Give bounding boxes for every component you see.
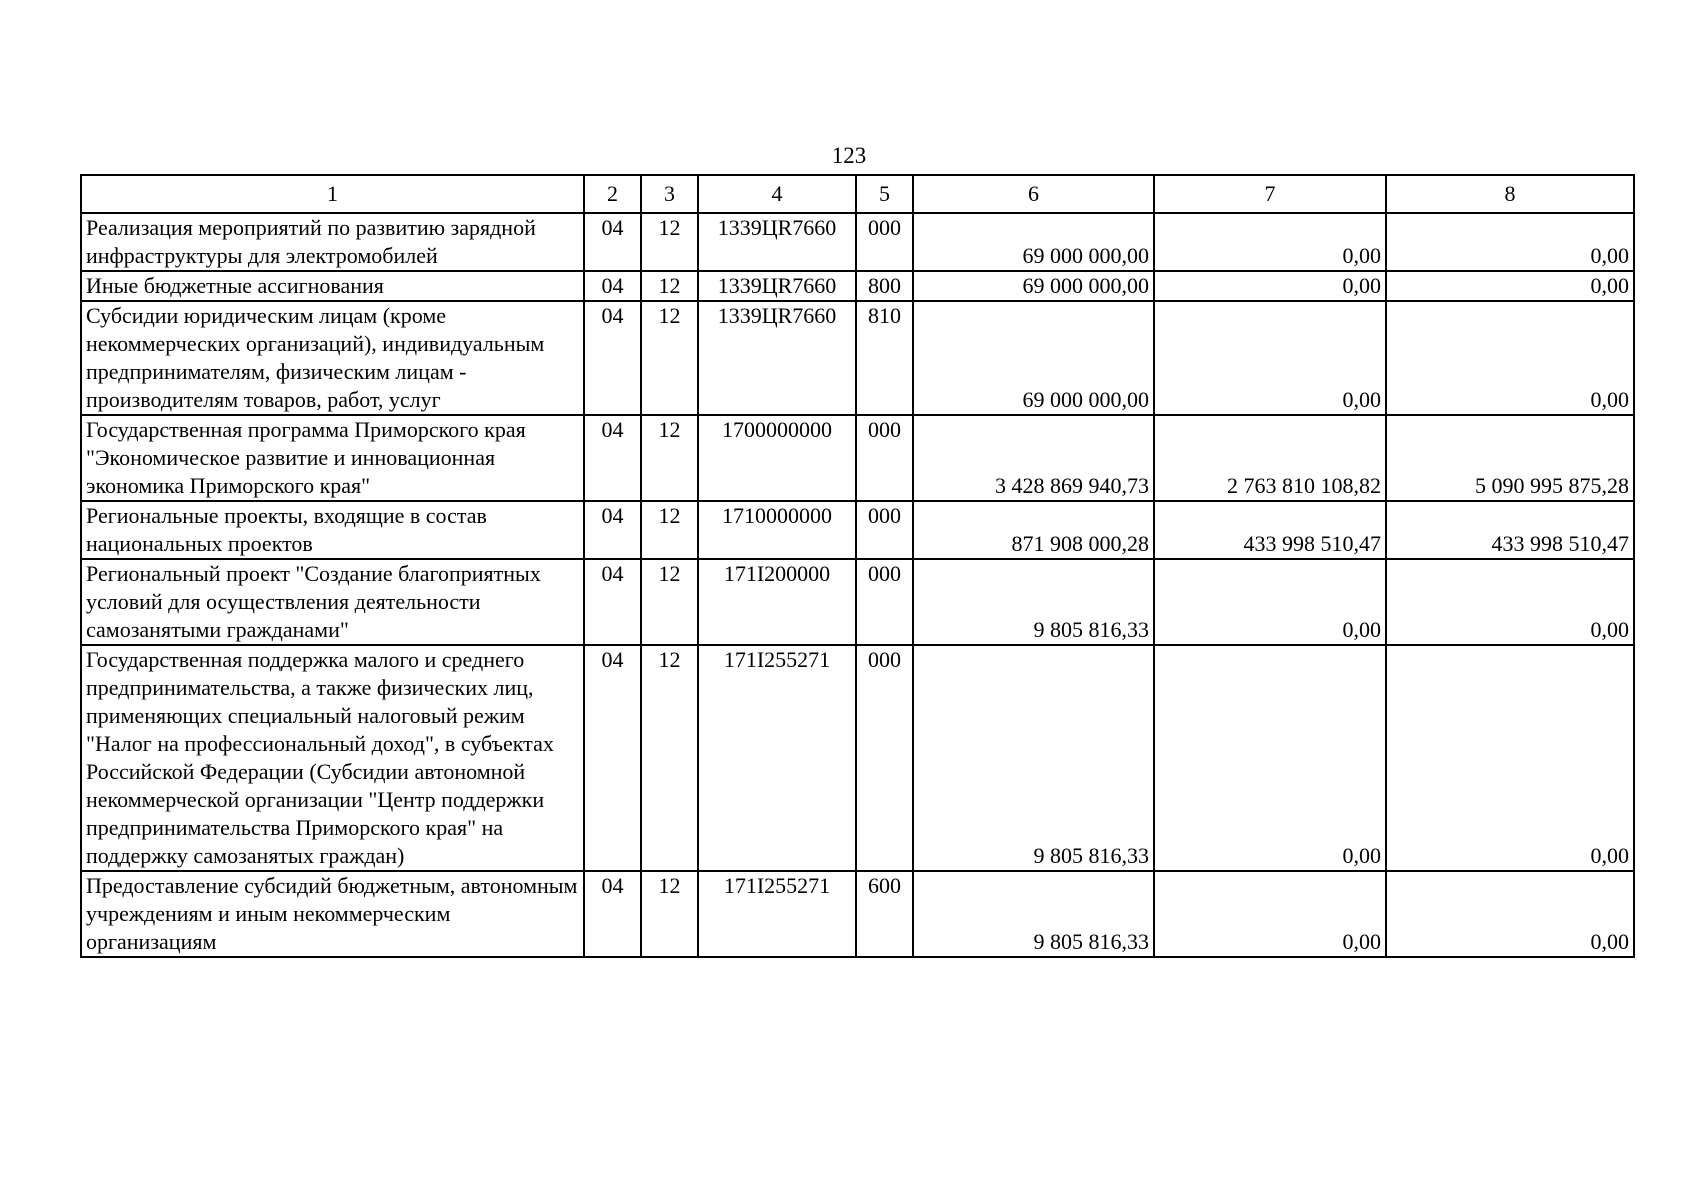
section-code: 04 bbox=[584, 559, 641, 645]
row-name: Предоставление субсидий бюджетным, автономным учреждениям и иным некоммерческим организациям bbox=[81, 871, 584, 957]
amount-col6: 9 805 816,33 bbox=[913, 559, 1154, 645]
column-header-1: 1 bbox=[81, 175, 584, 213]
column-header-6: 6 bbox=[913, 175, 1154, 213]
amount-col7: 0,00 bbox=[1154, 645, 1386, 871]
table-row bbox=[81, 415, 1634, 501]
amount-col7: 0,00 bbox=[1154, 559, 1386, 645]
table-row bbox=[81, 213, 1634, 271]
amount-col6: 69 000 000,00 bbox=[913, 213, 1154, 271]
section-code: 04 bbox=[584, 871, 641, 957]
amount-col8: 0,00 bbox=[1386, 645, 1634, 871]
column-header-2: 2 bbox=[584, 175, 641, 213]
amount-col7: 433 998 510,47 bbox=[1154, 501, 1386, 559]
expense-type-code: 600 bbox=[856, 871, 913, 957]
row-name: Государственная поддержка малого и среднего предпринимательства, а также физических лиц, применяющих специальный налоговый режим "Налог на профессиональный доход", в субъектах Российской Федерации (Субсидии автономной некоммерческой организации "Центр поддержки предпринимательства Приморского края" на поддержку самозанятых граждан) bbox=[81, 645, 584, 871]
amount-col8: 0,00 bbox=[1386, 271, 1634, 301]
amount-col8: 0,00 bbox=[1386, 871, 1634, 957]
expense-type-code: 000 bbox=[856, 213, 913, 271]
amount-col6: 69 000 000,00 bbox=[913, 301, 1154, 415]
expense-type-code: 810 bbox=[856, 301, 913, 415]
table-row bbox=[81, 871, 1634, 957]
column-header-3: 3 bbox=[641, 175, 698, 213]
row-name: Субсидии юридическим лицам (кроме некоммерческих организаций), индивидуальным предпринимателям, физическим лицам - производителям товаров, работ, услуг bbox=[81, 301, 584, 415]
section-code: 04 bbox=[584, 415, 641, 501]
section-code: 04 bbox=[584, 213, 641, 271]
section-code: 04 bbox=[584, 271, 641, 301]
page-number: 123 bbox=[831, 143, 867, 168]
amount-col7: 0,00 bbox=[1154, 301, 1386, 415]
row-name: Государственная программа Приморского края "Экономическое развитие и инновационная экономика Приморского края" bbox=[81, 415, 584, 501]
target-article-code: 1710000000 bbox=[698, 501, 856, 559]
row-name: Региональный проект "Создание благоприятных условий для осуществления деятельности самозанятыми гражданами" bbox=[81, 559, 584, 645]
amount-col7: 0,00 bbox=[1154, 871, 1386, 957]
subsection-code: 12 bbox=[641, 559, 698, 645]
amount-col7: 2 763 810 108,82 bbox=[1154, 415, 1386, 501]
column-header-8: 8 bbox=[1386, 175, 1634, 213]
section-code: 04 bbox=[584, 501, 641, 559]
expense-type-code: 000 bbox=[856, 645, 913, 871]
table-row bbox=[81, 271, 1634, 301]
table-row bbox=[81, 301, 1634, 415]
subsection-code: 12 bbox=[641, 871, 698, 957]
expense-type-code: 000 bbox=[856, 559, 913, 645]
subsection-code: 12 bbox=[641, 301, 698, 415]
row-name: Региональные проекты, входящие в состав национальных проектов bbox=[81, 501, 584, 559]
amount-col6: 9 805 816,33 bbox=[913, 645, 1154, 871]
section-code: 04 bbox=[584, 645, 641, 871]
amount-col6: 69 000 000,00 bbox=[913, 271, 1154, 301]
amount-col8: 0,00 bbox=[1386, 559, 1634, 645]
subsection-code: 12 bbox=[641, 415, 698, 501]
table-row bbox=[81, 559, 1634, 645]
amount-col7: 0,00 bbox=[1154, 271, 1386, 301]
column-header-7: 7 bbox=[1154, 175, 1386, 213]
table-row bbox=[81, 645, 1634, 871]
budget-table bbox=[80, 174, 1635, 958]
row-name: Иные бюджетные ассигнования bbox=[81, 271, 584, 301]
target-article-code: 1339ЦR7660 bbox=[698, 271, 856, 301]
subsection-code: 12 bbox=[641, 213, 698, 271]
amount-col8: 433 998 510,47 bbox=[1386, 501, 1634, 559]
amount-col8: 0,00 bbox=[1386, 213, 1634, 271]
amount-col6: 3 428 869 940,73 bbox=[913, 415, 1154, 501]
amount-col7: 0,00 bbox=[1154, 213, 1386, 271]
column-header-5: 5 bbox=[856, 175, 913, 213]
amount-col8: 5 090 995 875,28 bbox=[1386, 415, 1634, 501]
row-name: Реализация мероприятий по развитию зарядной инфраструктуры для электромобилей bbox=[81, 213, 584, 271]
expense-type-code: 000 bbox=[856, 501, 913, 559]
target-article-code: 171I255271 bbox=[698, 871, 856, 957]
expense-type-code: 800 bbox=[856, 271, 913, 301]
expense-type-code: 000 bbox=[856, 415, 913, 501]
amount-col6: 871 908 000,28 bbox=[913, 501, 1154, 559]
subsection-code: 12 bbox=[641, 501, 698, 559]
table-header-row bbox=[81, 175, 1634, 213]
target-article-code: 1700000000 bbox=[698, 415, 856, 501]
target-article-code: 171I255271 bbox=[698, 645, 856, 871]
amount-col8: 0,00 bbox=[1386, 301, 1634, 415]
target-article-code: 171I200000 bbox=[698, 559, 856, 645]
section-code: 04 bbox=[584, 301, 641, 415]
subsection-code: 12 bbox=[641, 271, 698, 301]
column-header-4: 4 bbox=[698, 175, 856, 213]
amount-col6: 9 805 816,33 bbox=[913, 871, 1154, 957]
target-article-code: 1339ЦR7660 bbox=[698, 213, 856, 271]
subsection-code: 12 bbox=[641, 645, 698, 871]
target-article-code: 1339ЦR7660 bbox=[698, 301, 856, 415]
table-row bbox=[81, 501, 1634, 559]
